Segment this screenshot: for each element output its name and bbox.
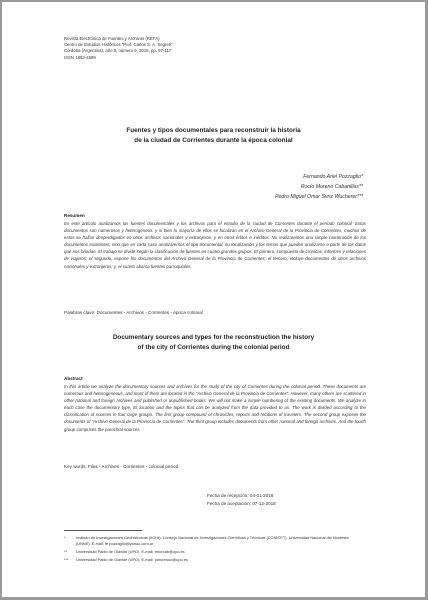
author-list xyxy=(275,172,363,202)
title-spanish xyxy=(42,126,385,145)
footnote-2-mark: ** xyxy=(64,549,68,554)
title-spanish-line-2: de la ciudad de Corrientes durante la época colonial xyxy=(134,136,293,144)
resumen-text: En este artículo analizamos las fuentes documentales y los archivos para el estudio de la ciudad de Corrientes durante el período colonial. Estos documentos son numerosos y heterogéneos, y si bien la mayoría de ellos se localizan en el Archivo General de la Provincia de Corrientes, muchos de estos se hallan desperdigados en otros archivos nacionales y extranjeros, y en otros éditos e inéditos. No realizaremos una simple numeración de los documentos existentes, sino que en cada caso analizaremos el tipo documental, su localización y los temas que pueden analizarse a partir de los datos que nos brindan. El trabajo se divide según la clasificación de fuentes en cuatro grandes grupos. El primero, compuesto de crónicas, informes y relaciones de viajeros; el segundo, expone los documentos del Archivo General de la Provincia de Corrientes; el tercero, incluye documentos de otros archivos nacionales y extranjeros; y, el cuarto abarca fuentes parroquiales. xyxy=(64,221,366,269)
date-accepted: Fecha de aceptación: 07-12-2018 xyxy=(207,500,276,506)
title-english xyxy=(42,333,385,352)
issue-info: Córdoba (Argentina), año 9, número 9, 2018, pp. 97-117 xyxy=(64,48,172,54)
author-3: Pedro Miguel Omar Svriz Wucherer*** xyxy=(275,194,363,200)
resumen-heading: Resumen xyxy=(64,213,85,218)
abstract-heading: Abstract xyxy=(64,376,83,381)
title-english-line-2: of the city of Corrientes during the colonial period xyxy=(137,343,290,351)
title-english-line-1: Documentary sources and types for the reconstruction the history xyxy=(112,334,315,341)
abstract-keywords: Key words: Files - Archives - Corrientes - colonial period xyxy=(64,464,179,469)
footnote-2-text: Universidad Pablo de Olavide (UPO). E-mail: rmorcab@upo.es xyxy=(76,549,185,554)
footnote-1 xyxy=(64,535,364,547)
footnote-divider xyxy=(64,530,142,531)
footnote-3-mark: *** xyxy=(64,557,69,562)
footnote-2 xyxy=(64,549,364,555)
journal-name: Revista Electrónica de Fuentes y Archivos (REFA) xyxy=(64,36,160,41)
journal-header xyxy=(64,36,172,61)
footnote-1-text: Instituto de Investigaciones Geohistóricas (IIGHI), Consejo Nacional de Investigaciones Científicas y Técnicas (CONICET), Universidad Nacional del Nordeste (UNNE). E-mail: fe.pozzaglio@yahoo.com.ar xyxy=(76,535,349,546)
date-received: Fecha de recepción: 04-01-2018 xyxy=(207,493,274,498)
footnote-3 xyxy=(64,557,364,563)
author-2: Rocío Moreno Cabanillas** xyxy=(300,184,363,190)
abstract-text: In this article we analyze the documentary sources and archives for the study of the city of Corrientes during the colonial period. These documents are numerous and heterogeneous, and most of them are located in the “Archivo General de la Provincia de Corrientes”. However, many others are scattered in other national and foreign archives and published or unpublished books. We will not make a simple numbering of the existing documents. We analyze in each case the documentary type, its location and the topics that can be analyzed from the data provided to us. The work is divided according to the classification of sources in four large groups. The first group compound of chronicles, reports and relations of travelers. The second group exposes the documents of “Archivo General de la Provincia de Corrientes”. The third group includes documents from other national and foreign archives. And the fourth group comprises the parochial sources. xyxy=(64,384,366,432)
footnote-1-mark: * xyxy=(64,535,66,540)
author-1: Fernando Ariel Pozzaglio* xyxy=(303,174,363,180)
issn: ISSN 1853-4589 xyxy=(64,54,96,60)
title-spanish-line-1: Fuentes y tipos documentales para reconstruir la historia xyxy=(126,127,301,134)
resumen-keywords: Palabras clave: Documentes - Archivos - Corrientes - época colonial xyxy=(64,310,203,315)
article-page xyxy=(2,2,425,597)
dates-block xyxy=(207,492,276,507)
research-center: Centro de Estudios Históricos “Prof. Carlos S. A. Segreti” xyxy=(64,42,173,48)
footnote-3-text: Universidad Pablo de Olavide (UPO). E-mail: pmsvrwuc@upo.es xyxy=(76,557,188,562)
